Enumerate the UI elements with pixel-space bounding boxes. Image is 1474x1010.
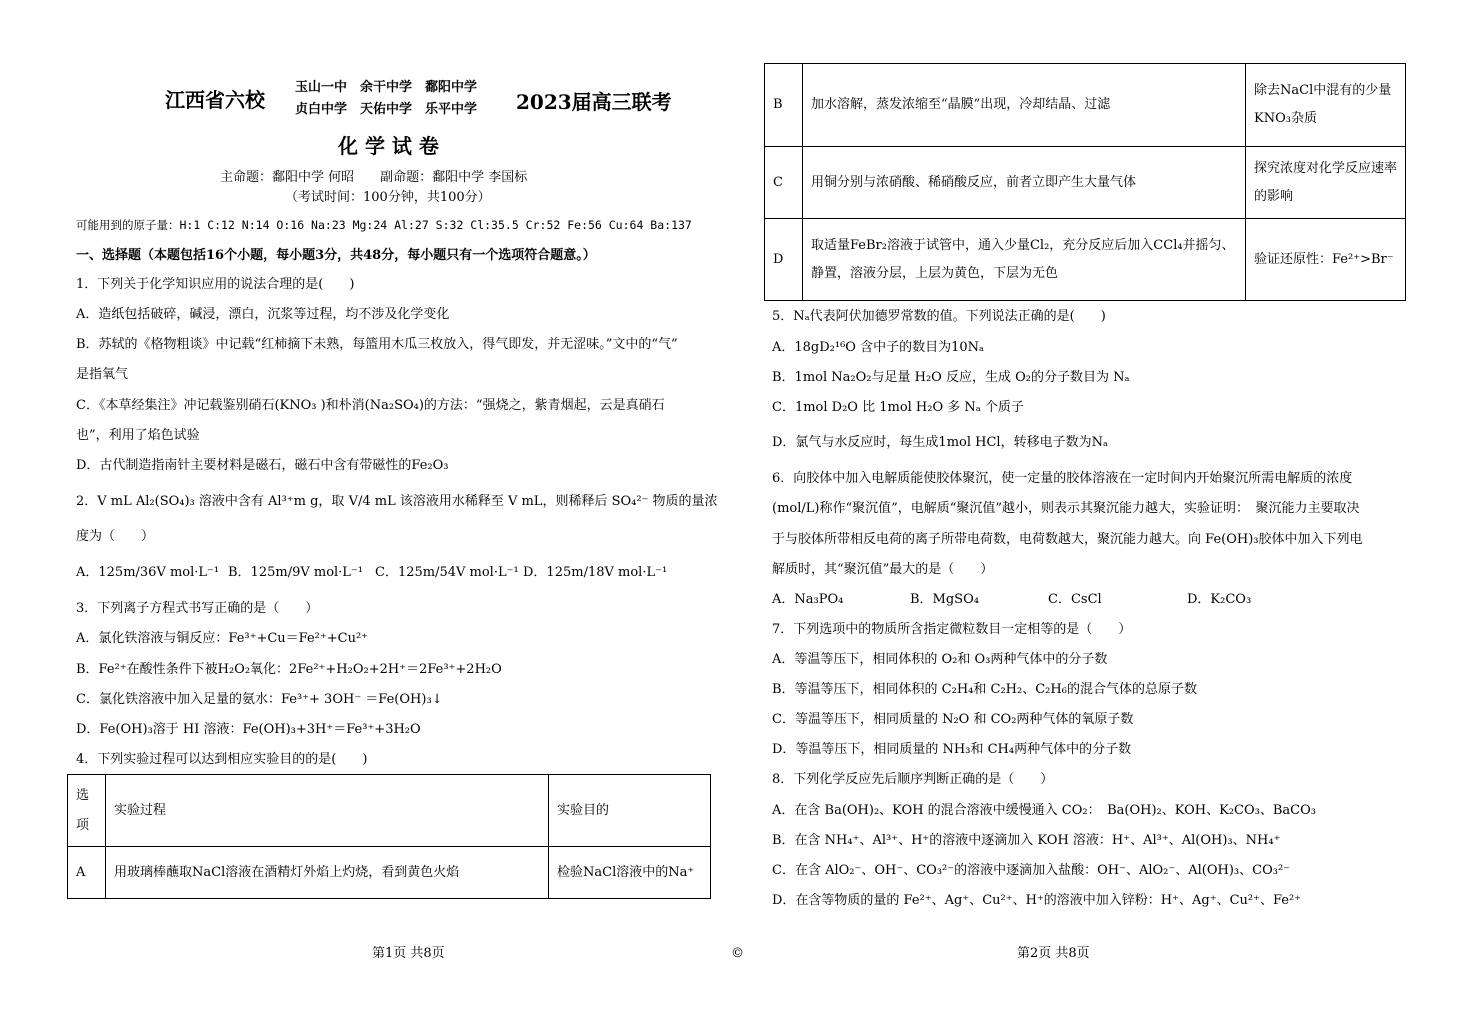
q2-option-d: D．125m/18V mol·L⁻¹ xyxy=(523,565,668,580)
exam-title: 2023届高三联考 xyxy=(516,90,672,114)
q6-option-b: B．MgSO₄ xyxy=(910,592,979,607)
q5-stem: 5．Nₐ代表阿伏加德罗常数的值。下列说法正确的是( ) xyxy=(772,309,1106,324)
q3-option-c: C．氯化铁溶液中加入足量的氨水：Fe³⁺+ 3OH⁻ ＝Fe(OH)₃↓ xyxy=(76,692,443,707)
table-header-purpose: 实验目的 xyxy=(549,775,711,847)
q5-option-d: D．氯气与水反应时，每生成1mol HCl，转移电子数为Nₐ xyxy=(772,435,1108,450)
q2-option-a: A．125m/36V mol·L⁻¹ xyxy=(76,565,220,580)
q1-option-b-cont: 是指氧气 xyxy=(76,367,129,382)
copyright-mark: © xyxy=(731,946,744,961)
q5-option-b: B．1mol Na₂O₂与足量 H₂O 反应，生成 O₂的分子数目为 Nₐ xyxy=(772,370,1130,385)
q4-table xyxy=(67,774,711,899)
q6-option-a: A．Na₃PO₄ xyxy=(772,592,844,607)
q8-option-c: C．在含 AlO₂⁻、OH⁻、CO₃²⁻的溶液中逐滴加入盐酸：OH⁻、AlO₂⁻、Al(OH)₃、CO₃²⁻ xyxy=(772,863,1291,878)
q7-option-a: A．等温等压下，相同体积的 O₂和 O₃两种气体中的分子数 xyxy=(772,652,1108,667)
q2-option-c: C．125m/54V mol·L⁻¹ xyxy=(375,565,519,580)
authors: 主命题：鄱阳中学 何昭 副命题：鄱阳中学 李国标 xyxy=(220,170,528,185)
q1-option-c-cont: 也”，利用了焰色试验 xyxy=(76,428,200,443)
q2-stem-cont: 度为（ ） xyxy=(76,529,155,544)
table-cell-process: 用铜分别与浓硝酸、稀硝酸反应，前者立即产生大量气体 xyxy=(803,147,1246,219)
q6-line-3: 于与胶体所带相反电荷的离子所带电荷数，电荷数越大，聚沉能力越大。向 Fe(OH)₃胶体中加入下列电 xyxy=(772,532,1363,547)
q7-option-d: D．等温等压下，相同质量的 NH₃和 CH₄两种气体中的分子数 xyxy=(772,742,1132,757)
province-title: 江西省六校 xyxy=(165,88,265,112)
atomic-masses: 可能用到的原子量：H:1 C:12 N:14 O:16 Na:23 Mg:24 Al:27 S:32 Cl:35.5 Cr:52 Fe:56 Cu:64 Ba:137 xyxy=(76,218,692,232)
table-cell-option: C xyxy=(765,147,803,219)
table-cell-purpose: 检验NaCl溶液中的Na⁺ xyxy=(549,847,711,899)
schools-row-2: 贞白中学 天佑中学 乐平中学 xyxy=(295,102,478,117)
q5-option-a: A．18gD₂¹⁶O 含中子的数目为10Nₐ xyxy=(772,340,985,355)
table-row xyxy=(765,147,1406,219)
q1-stem: 1．下列关于化学知识应用的说法合理的是( ) xyxy=(76,277,355,292)
q6-option-c: C．CsCl xyxy=(1048,592,1102,607)
q3-option-b: B．Fe²⁺在酸性条件下被H₂O₂氧化：2Fe²⁺+H₂O₂+2H⁺＝2Fe³⁺+2H₂O xyxy=(76,662,502,677)
table-row xyxy=(68,847,711,899)
q7-option-c: C．等温等压下，相同质量的 N₂O 和 CO₂两种气体的氧原子数 xyxy=(772,712,1134,727)
table-cell-process: 取适量FeBr₂溶液于试管中，通入少量Cl₂，充分反应后加入CCl₄并摇匀、静置，溶液分层，上层为黄色，下层为无色 xyxy=(803,219,1246,301)
table-cell-purpose: 验证还原性：Fe²⁺>Br⁻ xyxy=(1246,219,1406,301)
table-cell-process: 加水溶解，蒸发浓缩至“晶膜”出现，冷却结晶、过滤 xyxy=(803,64,1246,147)
q6-line-1: 6．向胶体中加入电解质能使胶体聚沉，使一定量的胶体溶液在一定时间内开始聚沉所需电解质的浓度 xyxy=(772,471,1353,486)
schools-row-1: 玉山一中 余干中学 鄱阳中学 xyxy=(295,80,478,95)
q7-option-b: B．等温等压下，相同体积的 C₂H₄和 C₂H₂、C₂H₆的混合气体的总原子数 xyxy=(772,682,1197,697)
table-row xyxy=(765,64,1406,147)
q5-option-c: C．1mol D₂O 比 1mol H₂O 多 Nₐ 个质子 xyxy=(772,400,1024,415)
q6-option-d: D．K₂CO₃ xyxy=(1187,592,1252,607)
q1-option-c: C．《本草经集注》冲记载鉴别硝石(KNO₃ )和朴消(Na₂SO₄)的方法：“强烧之，紫青烟起，云是真硝石 xyxy=(76,398,665,413)
q3-stem: 3．下列离子方程式书写正确的是（ ） xyxy=(76,601,319,616)
table-header-option: 选项 xyxy=(68,775,106,847)
section-heading: 一、选择题（本题包括16个小题，每小题3分，共48分，每小题只有一个选项符合题意。） xyxy=(76,248,596,263)
page-number-left: 第1页 共8页 xyxy=(372,946,445,961)
page-number-right: 第2页 共8页 xyxy=(1017,946,1090,961)
table-cell-purpose: 除去NaCl中混有的少量KNO₃杂质 xyxy=(1246,64,1406,147)
table-cell-option: B xyxy=(765,64,803,147)
table-cell-process: 用玻璃棒蘸取NaCl溶液在酒精灯外焰上灼烧，看到黄色火焰 xyxy=(106,847,549,899)
q8-stem: 8．下列化学反应先后顺序判断正确的是（ ） xyxy=(772,772,1054,787)
q4-stem: 4．下列实验过程可以达到相应实验目的的是( ) xyxy=(76,752,368,767)
q1-option-d: D．古代制造指南针主要材料是磁石，磁石中含有带磁性的Fe₂O₃ xyxy=(76,458,449,473)
table-header-process: 实验过程 xyxy=(106,775,549,847)
table-row xyxy=(765,219,1406,301)
table-cell-option: D xyxy=(765,219,803,301)
q1-option-b: B．苏轼的《格物粗谈》中记载“红柿摘下未熟，每篮用木瓜三枚放入，得气即发，并无涩味。”文中的“气” xyxy=(76,337,678,352)
q8-option-d: D．在含等物质的量的 Fe²⁺、Ag⁺、Cu²⁺、H⁺的溶液中加入锌粉：H⁺、Ag⁺、Cu²⁺、Fe²⁺ xyxy=(772,893,1302,908)
q3-option-a: A．氯化铁溶液与铜反应：Fe³⁺+Cu＝Fe²⁺+Cu²⁺ xyxy=(76,631,369,646)
q6-line-2: (mol/L)称作“聚沉值”，电解质“聚沉值”越小，则表示其聚沉能力越大，实验证明： 聚沉能力主要取决 xyxy=(772,501,1360,516)
q2-option-b: B．125m/9V mol·L⁻¹ xyxy=(228,565,364,580)
q3-option-d: D．Fe(OH)₃溶于 HI 溶液：Fe(OH)₃+3H⁺＝Fe³⁺+3H₂O xyxy=(76,722,421,737)
table-cell-purpose: 探究浓度对化学反应速率的影响 xyxy=(1246,147,1406,219)
subject-title: 化 学 试 卷 xyxy=(338,134,439,158)
q1-option-a: A．造纸包括破碎，碱浸，漂白，沉浆等过程，均不涉及化学变化 xyxy=(76,307,450,322)
q7-stem: 7．下列选项中的物质所含指定微粒数目一定相等的是（ ） xyxy=(772,622,1132,637)
q2-stem: 2．V mL Al₂(SO₄)₃ 溶液中含有 Al³⁺m g，取 V/4 mL 该溶液用水稀释至 V mL，则稀释后 SO₄²⁻ 物质的量浓 xyxy=(76,494,718,509)
q4-table-cont xyxy=(764,63,1406,301)
time-note: （考试时间：100分钟，共100分） xyxy=(285,190,491,205)
table-cell-option: A xyxy=(68,847,106,899)
q6-line-4: 解质时，其“聚沉值”最大的是（ ） xyxy=(772,562,994,577)
q8-option-b: B．在含 NH₄⁺、Al³⁺、H⁺的溶液中逐滴加入 KOH 溶液：H⁺、Al³⁺、Al(OH)₃、NH₄⁺ xyxy=(772,833,1281,848)
q8-option-a: A．在含 Ba(OH)₂、KOH 的混合溶液中缓慢通入 CO₂： Ba(OH)₂、KOH、K₂CO₃、BaCO₃ xyxy=(772,803,1316,818)
